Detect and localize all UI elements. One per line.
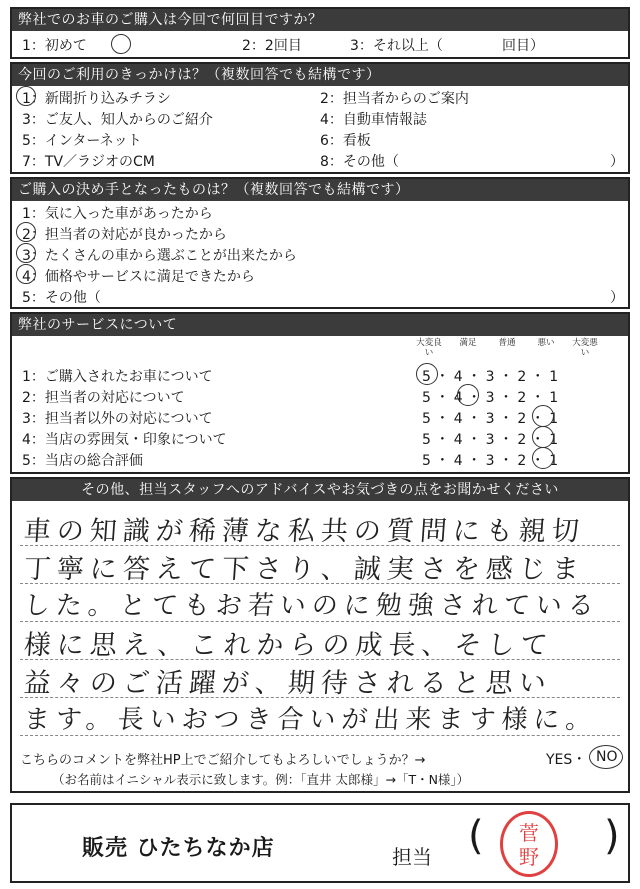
q4-item-2-scale[interactable]: 5 ・ 4 ・ 3 ・ 2 ・ 1 [422, 390, 559, 406]
q3-option-5[interactable]: 5：その他（ [22, 290, 101, 306]
q4-item-2-label: 2：担当者の対応について [22, 390, 185, 406]
selected-mark-icon [532, 405, 554, 427]
handwritten-line: ます。長いおつき合いが出来ます様に。 [22, 705, 599, 735]
q4-item-1-scale[interactable]: 5 ・ 4 ・ 3 ・ 2 ・ 1 [422, 369, 559, 385]
selected-mark-icon [589, 745, 623, 769]
q4-title: 弊社のサービスについて [12, 314, 628, 336]
consent-no[interactable]: NO [596, 749, 618, 765]
handwritten-line: 様に思え、これからの成長、そして [22, 630, 555, 661]
q2-option-8[interactable]: 8：その他（ [320, 154, 399, 170]
q2-option-5[interactable]: 5：インターネット [22, 133, 142, 149]
q2-option-1[interactable]: 1：新聞折り込みチラシ [22, 91, 171, 107]
q4-item-3-scale[interactable]: 5 ・ 4 ・ 3 ・ 2 ・ 1 [422, 411, 559, 427]
footer-box [10, 803, 630, 883]
store-name: 販売 ひたちなか店 [82, 836, 275, 861]
q4-item-5-label: 5：当店の総合評価 [22, 453, 143, 469]
q2-title: 今回のご利用のきっかけは？（複数回答でも結構です） [12, 64, 628, 86]
q4-item-3-label: 3：担当者以外の対応について [22, 411, 213, 427]
q2-section [10, 62, 630, 174]
staff-label: 担当 [392, 845, 432, 869]
scale-header-3: 普通 [498, 338, 516, 348]
scale-header-4: 満足 [459, 338, 477, 348]
q3-option-5-suffix: ） [610, 290, 624, 306]
scale-header-1: 大変悪い [572, 338, 598, 358]
q4-section [10, 312, 630, 474]
consent-yes[interactable]: YES・ [546, 752, 587, 768]
selected-mark-icon [532, 447, 554, 469]
consent-question: こちらのコメントを弊社HP上でご紹介してもよろしいでしょうか？→ [20, 753, 426, 768]
q2-option-6[interactable]: 6：看板 [320, 133, 371, 149]
q2-option-8-suffix: ） [610, 154, 624, 170]
selected-mark-icon [457, 384, 479, 406]
handwritten-line: 益々のご活躍が、期待されると思い [22, 668, 553, 699]
scale-header-5: 大変良い [416, 338, 442, 358]
paren-close: ) [604, 813, 620, 859]
q3-title: ご購入の決め手となったものは？（複数回答でも結構です） [12, 179, 628, 201]
selected-mark-icon [111, 34, 131, 54]
paren-open: ( [468, 813, 484, 859]
q5-title: その他、担当スタッフへのアドバイスやお気づきの点をお聞かせください [12, 479, 628, 501]
consent-note: （お名前はイニシャル表示に致します。例：「直井 太郎様」→「T・N様」） [52, 772, 470, 787]
scale-header-2: 悪い [537, 338, 555, 348]
q2-option-2[interactable]: 2：担当者からのご案内 [320, 91, 469, 107]
q3-option-4[interactable]: 4：価格やサービスに満足できたから [22, 269, 255, 285]
q3-option-2[interactable]: 2：担当者の対応が良かったから [22, 227, 227, 243]
selected-mark-icon [416, 363, 438, 385]
q2-option-4[interactable]: 4：自動車情報誌 [320, 112, 427, 128]
q3-option-1[interactable]: 1：気に入った車があったから [22, 206, 213, 222]
q3-section [10, 177, 630, 309]
q2-option-7[interactable]: 7：TV／ラジオのCM [22, 154, 155, 170]
q1-option-1[interactable]: 1：初めて [22, 38, 87, 54]
q4-item-4-scale[interactable]: 5 ・ 4 ・ 3 ・ 2 ・ 1 [422, 432, 559, 448]
q3-option-3[interactable]: 3：たくさんの車から選ぶことが出来たから [22, 248, 297, 264]
q1-option-2[interactable]: 2：2回目 [242, 38, 302, 54]
q5-section [10, 477, 630, 793]
selected-mark-icon [532, 426, 554, 448]
q1-option-3-suffix: 回目） [502, 38, 544, 54]
q1-option-3[interactable]: 3：それ以上（ [350, 38, 443, 54]
handwritten-line: 車の知識が稀薄な私共の質問にも親切 [22, 516, 586, 547]
q4-item-5-scale[interactable]: 5 ・ 4 ・ 3 ・ 2 ・ 1 [422, 453, 559, 469]
q2-option-3[interactable]: 3：ご友人、知人からのご紹介 [22, 112, 213, 128]
q1-title: 弊社でのお車のご購入は今回で何回目ですか？ [12, 9, 628, 31]
q1-section [10, 7, 630, 59]
q4-item-4-label: 4：当店の雰囲気・印象について [22, 432, 227, 448]
handwritten-line: した。とてもお若いのに勉強されている [22, 591, 601, 621]
stamp-seal: 菅 野 [500, 811, 558, 877]
handwritten-line: 丁寧に答えて下さり、誠実さを感じま [22, 554, 586, 585]
q4-item-1-label: 1：ご購入されたお車について [22, 369, 213, 385]
